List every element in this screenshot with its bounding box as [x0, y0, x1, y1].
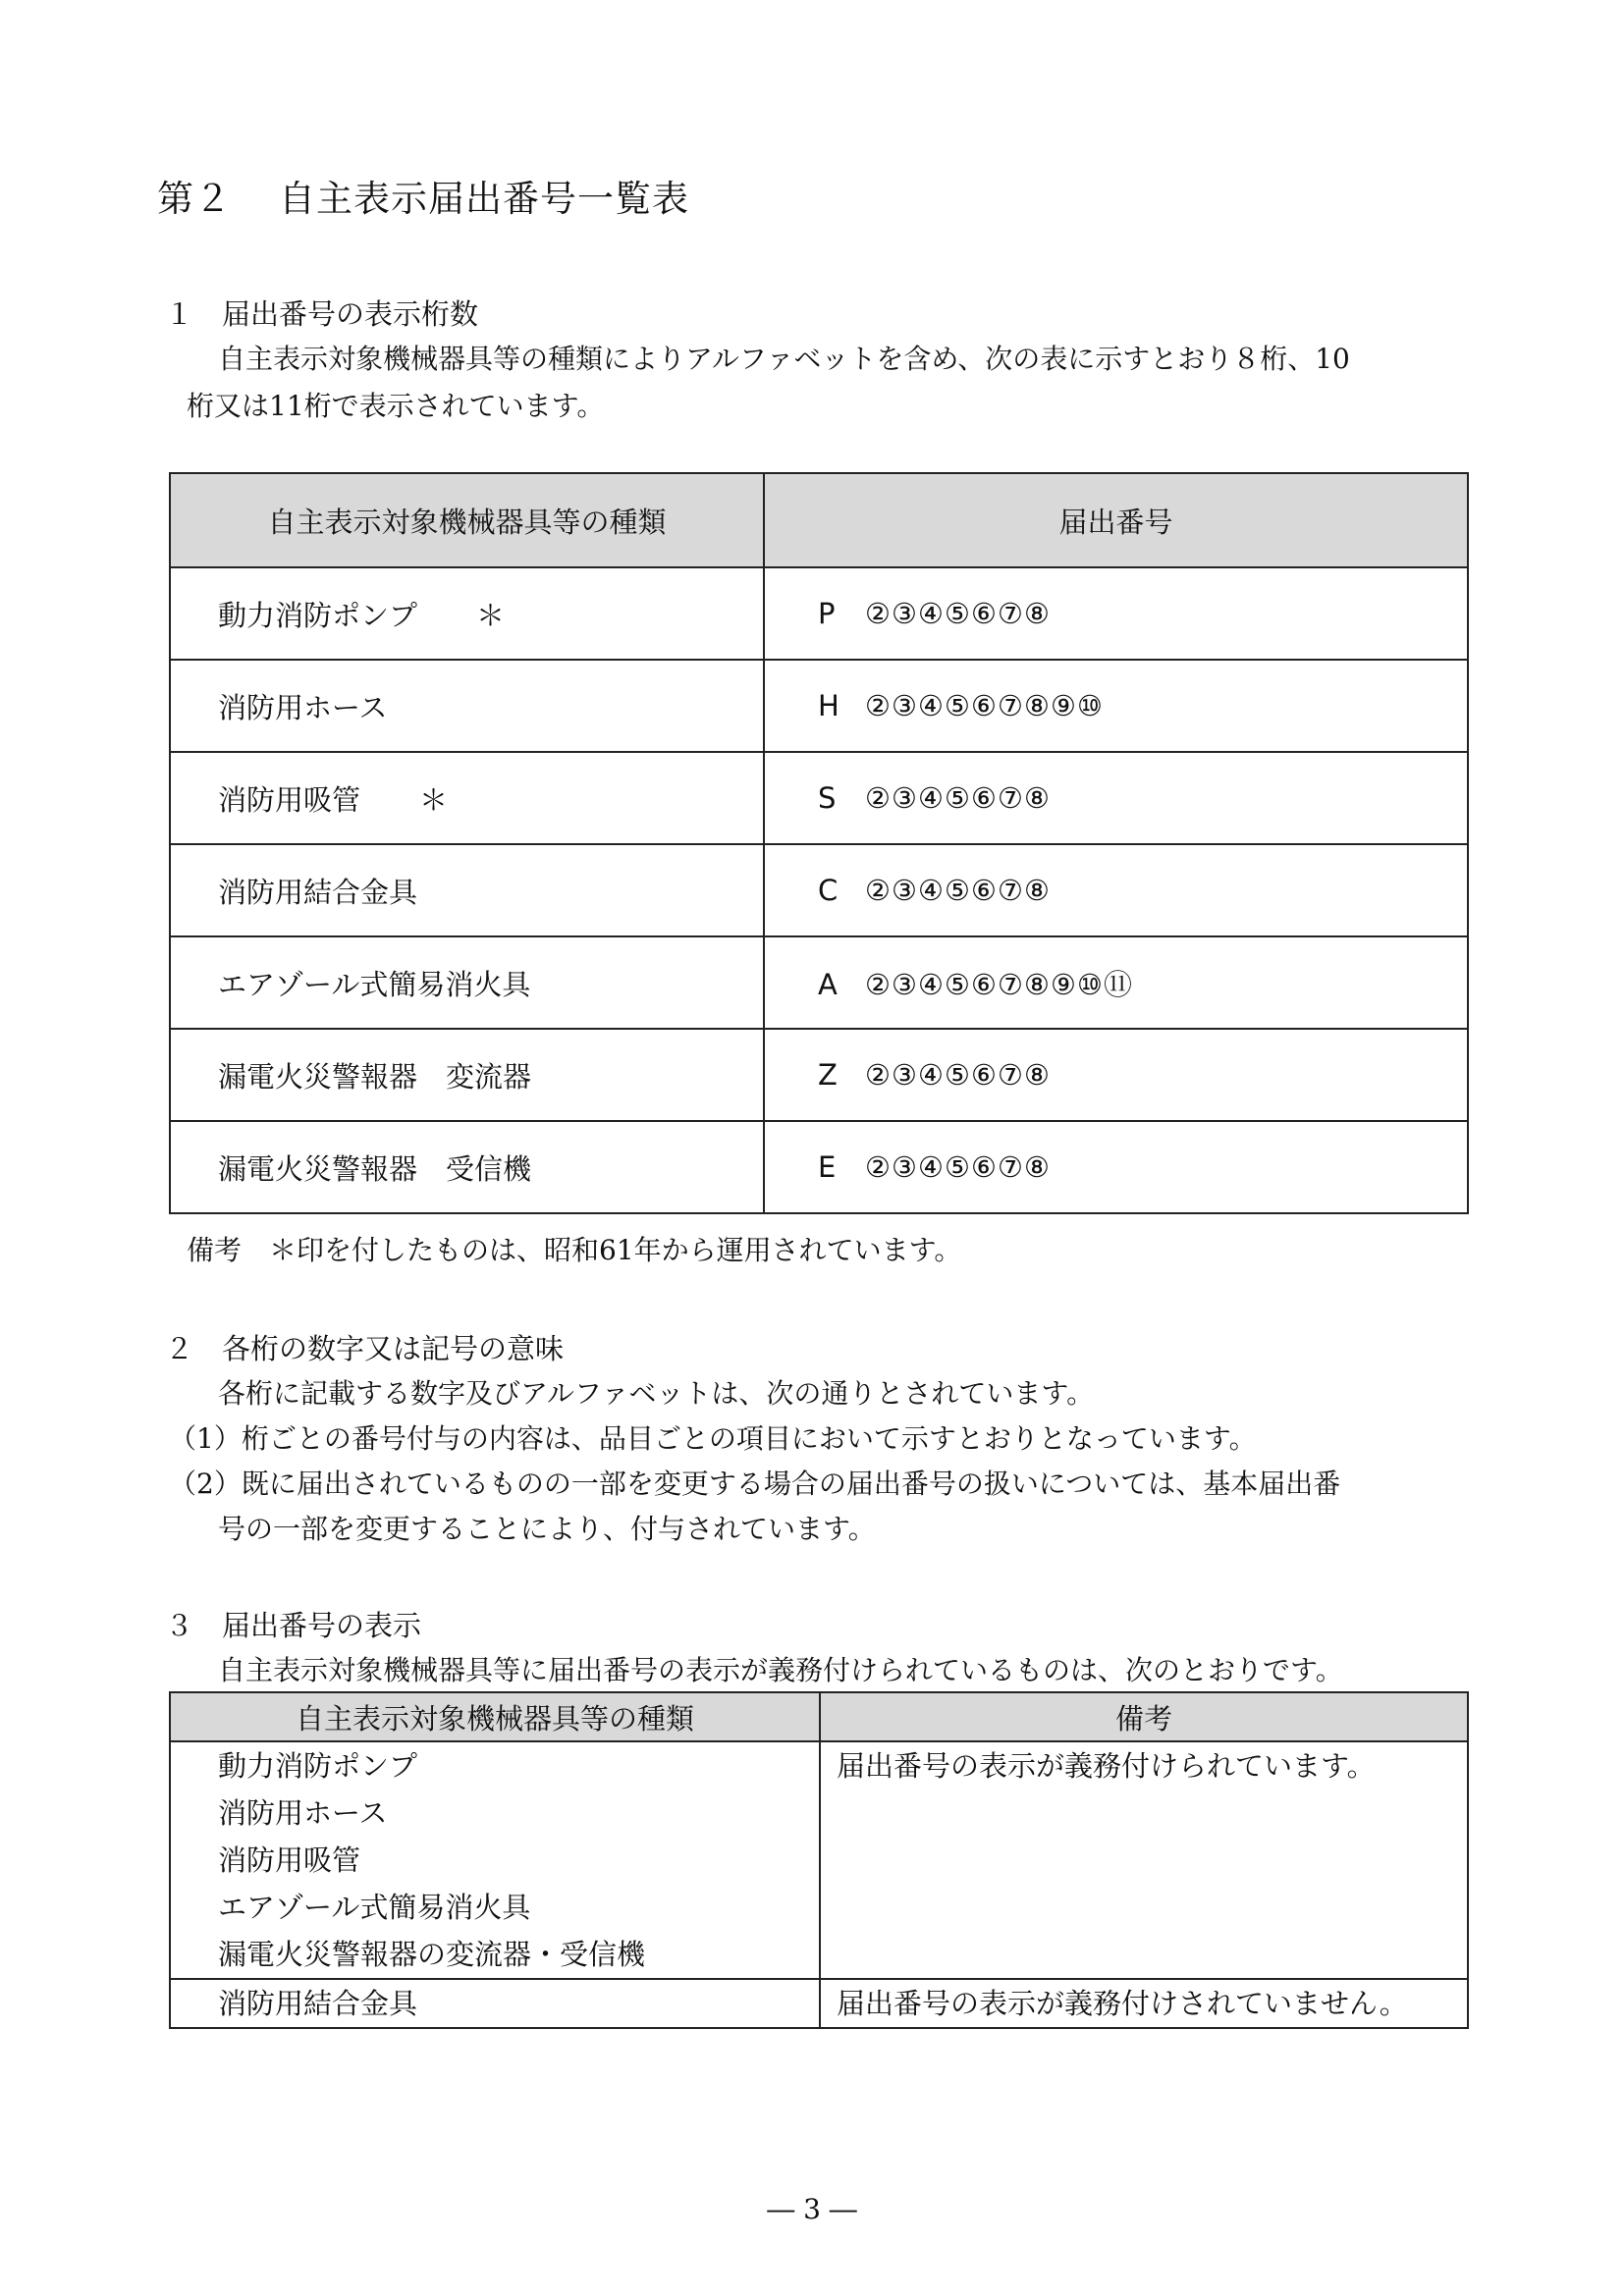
list-item: 消防用吸管 — [218, 1843, 361, 1877]
equipment-list-cell — [170, 1741, 820, 1979]
notification-number-cell — [764, 1029, 1468, 1121]
table-row — [170, 752, 1468, 844]
section-2-item-1: （1）桁ごとの番号付与の内容は、品目ごとの項目において示すとおりとなっています。 — [169, 1422, 1257, 1455]
list-item: 動力消防ポンプ — [218, 1749, 418, 1783]
notification-number-cell — [764, 936, 1468, 1029]
section-2-title: 各桁の数字又は記号の意味 — [222, 1332, 565, 1365]
equipment-type: 漏電火災警報器 変流器 — [218, 1059, 532, 1094]
number-digits: ②③④⑤⑥⑦⑧ — [865, 1058, 1051, 1092]
table-row — [170, 1741, 1468, 1979]
number-digits: ②③④⑤⑥⑦⑧ — [865, 597, 1051, 630]
table-header-row — [170, 473, 1468, 567]
section-1-number: １ — [165, 297, 194, 331]
number-digits: ②③④⑤⑥⑦⑧ — [865, 874, 1051, 907]
equipment-type-cell — [170, 752, 764, 844]
notification-number-cell — [764, 567, 1468, 660]
equipment-type-cell — [170, 936, 764, 1029]
list-item: 漏電火災警報器の変流器・受信機 — [218, 1938, 646, 1971]
equipment-type-cell — [170, 1121, 764, 1213]
table-row — [170, 567, 1468, 660]
table-row — [170, 1979, 1468, 2028]
section-3-paragraph: 自主表示対象機械器具等に届出番号の表示が義務付けられているものは、次のとおりです。 — [218, 1654, 1343, 1686]
equipment-type-cell — [170, 567, 764, 660]
header-remarks: 備考 — [820, 1692, 1468, 1741]
table-row — [170, 936, 1468, 1029]
section-1-title: 届出番号の表示桁数 — [222, 297, 479, 331]
table-row — [170, 844, 1468, 936]
equipment-type: 消防用結合金具 — [218, 875, 418, 909]
star-mark: ＊ — [476, 598, 506, 632]
equipment-type: 消防用吸管 — [218, 782, 361, 817]
remarks-cell: 届出番号の表示が義務付けられています。 — [820, 1741, 1468, 1979]
table-row — [170, 1121, 1468, 1213]
title-number: 第２ — [157, 178, 232, 220]
section-2-paragraph: 各桁に記載する数字及びアルファベットは、次の通りとされています。 — [218, 1377, 1095, 1410]
section-2-heading — [165, 1327, 564, 1367]
section-1-heading — [165, 293, 478, 333]
equipment-type-cell: 消防用結合金具 — [170, 1979, 820, 2028]
number-digits: ②③④⑤⑥⑦⑧⑨⑩ — [865, 689, 1104, 722]
number-prefix: Z — [818, 1058, 838, 1092]
header-equipment-type: 自主表示対象機械器具等の種類 — [170, 473, 764, 567]
remarks-cell: 届出番号の表示が義務付けされていません。 — [820, 1979, 1468, 2028]
number-prefix: H — [818, 689, 839, 722]
title-text: 自主表示届出番号一覧表 — [279, 178, 689, 220]
notification-number-cell — [764, 752, 1468, 844]
number-prefix: A — [818, 967, 838, 1001]
equipment-type-cell — [170, 1029, 764, 1121]
equipment-type-cell — [170, 844, 764, 936]
section-2-number: ２ — [165, 1332, 194, 1365]
number-prefix: C — [818, 874, 839, 907]
star-mark: ＊ — [419, 782, 449, 817]
page-number: ― 3 ― — [767, 2193, 857, 2225]
table-row — [170, 660, 1468, 752]
notification-number-cell — [764, 660, 1468, 752]
number-digits: ②③④⑤⑥⑦⑧⑨⑩⑪ — [865, 967, 1133, 1001]
equipment-type: 動力消防ポンプ — [218, 598, 418, 632]
section-2-item-2-continuation: 号の一部を変更することにより、付与されています。 — [218, 1513, 876, 1545]
equipment-type: エアゾール式簡易消火具 — [218, 967, 531, 1001]
number-digits: ②③④⑤⑥⑦⑧ — [865, 781, 1051, 815]
section-3-heading — [165, 1604, 421, 1644]
section-3-number: ３ — [165, 1609, 194, 1642]
section-2-item-2: （2）既に届出されているものの一部を変更する場合の届出番号の扱いについては、基本届出番 — [169, 1468, 1341, 1500]
section-3-title: 届出番号の表示 — [222, 1609, 422, 1642]
number-prefix: S — [818, 781, 837, 815]
list-item: 消防用ホース — [218, 1796, 388, 1830]
number-prefix: E — [818, 1150, 837, 1184]
notification-number-cell — [764, 1121, 1468, 1213]
number-prefix: P — [818, 597, 836, 630]
section-1-paragraph-line2: 桁又は11桁で表示されています。 — [187, 390, 605, 422]
header-equipment-type: 自主表示対象機械器具等の種類 — [170, 1692, 820, 1741]
number-digits: ②③④⑤⑥⑦⑧ — [865, 1150, 1051, 1184]
equipment-type: 消防用ホース — [218, 690, 388, 724]
page-title — [157, 169, 689, 222]
table-note: 備考 ＊印を付したものは、昭和61年から運用されています。 — [187, 1234, 962, 1266]
notification-number-cell — [764, 844, 1468, 936]
equipment-type-cell — [170, 660, 764, 752]
list-item: エアゾール式簡易消火具 — [218, 1891, 531, 1924]
display-obligation-table — [169, 1691, 1469, 2029]
section-1-paragraph-line1: 自主表示対象機械器具等の種類によりアルファベットを含め、次の表に示すとおり８桁、10 — [218, 343, 1350, 375]
equipment-type: 漏電火災警報器 受信機 — [218, 1151, 532, 1186]
notification-number-table — [169, 472, 1469, 1214]
table-header-row — [170, 1692, 1468, 1741]
table-row — [170, 1029, 1468, 1121]
header-notification-number: 届出番号 — [764, 473, 1468, 567]
